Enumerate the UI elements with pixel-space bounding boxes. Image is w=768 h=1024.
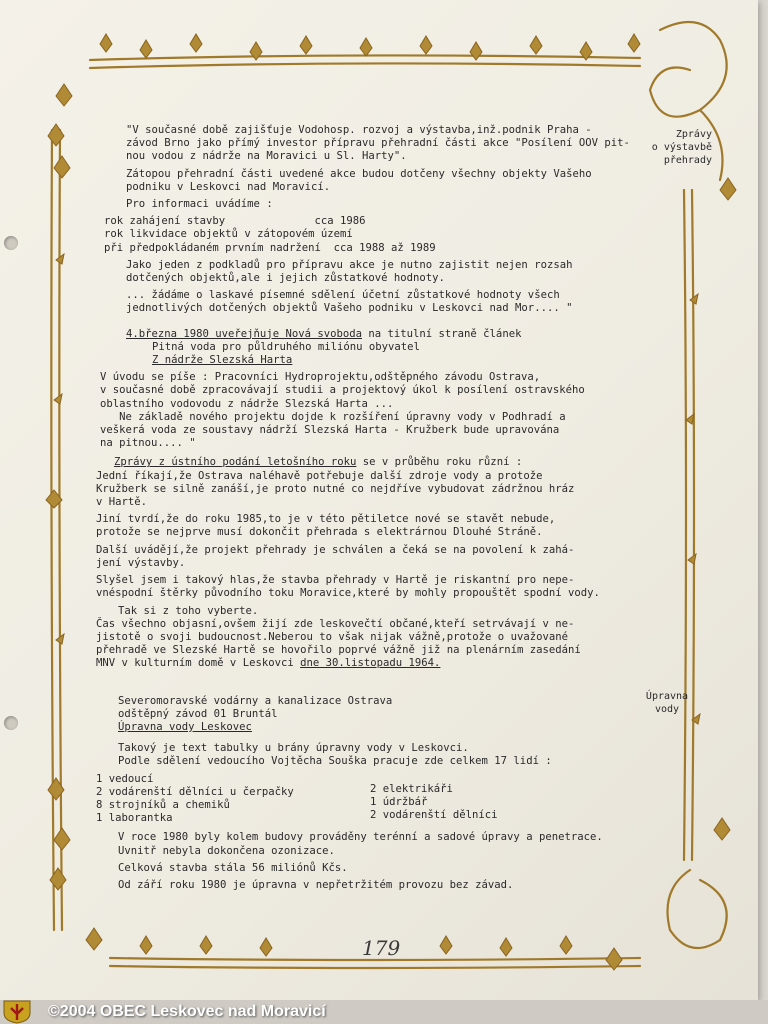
staff-list-right	[370, 773, 644, 826]
article-intro-rest: na titulní straně článek	[362, 327, 522, 340]
staff-item: 2 vodárenští dělníci u čerpačky	[96, 785, 294, 798]
article-intro	[96, 328, 644, 341]
info-paragraph: Pro informaci uvádíme :	[126, 198, 273, 211]
rumor-5: Tak si z toho vyberte.	[118, 604, 259, 617]
request-paragraph: ... žádáme o laskavé písemné sdělení účetní zůstatkové hodnoty všech jednotlivých dotčených objektů Vašeho podniku v Leskovci nad Mor.... "	[126, 289, 573, 315]
rumor-6	[96, 618, 644, 671]
date-line: rok zahájení stavby cca 1986	[104, 215, 366, 228]
margin-note-line: vody	[654, 704, 680, 715]
footer-bar	[0, 1000, 768, 1024]
date-line: při předpokládaném prvním nadržení cca 1988 až 1989	[104, 241, 436, 254]
quote-line: "V současné době zajišťuje Vodohosp. rozvoj a výstavba,inž.podnik Praha -	[126, 124, 592, 136]
margin-note-line: Úpravna	[645, 691, 689, 702]
staff-item: 1 laborantka	[96, 812, 173, 825]
margin-note-dam-news	[646, 128, 712, 167]
staff-item: 8 strojníků a chemiků	[96, 798, 230, 811]
quote-paragraph	[96, 124, 644, 164]
margin-note-line: o výstavbě	[651, 142, 712, 153]
article-title-2: Z nádrže Slezská Harta	[152, 354, 293, 367]
quote-line: nou vodou z nádrže na Moravici u Sl. Harty".	[126, 150, 407, 163]
article-title-1: Pitná voda pro půldruhého miliónu obyvatel	[152, 340, 420, 353]
margin-note-line: přehrady	[663, 155, 712, 166]
company-plant: Úpravna vody Leskovec	[118, 720, 252, 733]
page-number: 179	[362, 936, 401, 960]
rumors-heading-line	[96, 456, 644, 469]
article-date: 4.března 1980 uveřejňuje Nová svoboda	[126, 327, 362, 340]
flood-paragraph: Zátopou přehradní části uvedené akce budou dotčeny všechny objekty Vašeho podniku v Leskovci nad Moravicí.	[126, 167, 592, 193]
staff-item: 1 údržbář	[370, 795, 428, 808]
dates-list	[96, 215, 644, 255]
para-cost: Celková stavba stála 56 miliónů Kčs.	[118, 861, 348, 874]
rumor-4: Slyšel jsem i takový hlas,že stavba přehrady v Hartě je riskantní pro nepe- vnéspodní štěrky původního toku Moravice,které by mohly propouštět spodní vody.	[96, 574, 600, 600]
rumor-6-date: dne 30.listopadu 1964.	[300, 657, 441, 670]
para-1980: V roce 1980 byly kolem budovy prováděny terénní a sadové úpravy a penetrace. Uvnitř nebyla dokončena ozonizace.	[118, 831, 603, 857]
margin-note-line: Zprávy	[675, 129, 712, 140]
quote-line: závod Brno jako přímý investor přípravu přehradní části akce "Posílení OOV pit-	[126, 137, 630, 150]
article-body: V úvodu se píše : Pracovníci Hydroprojektu,odštěpného závodu Ostrava, v současné době zpracovávají studii a projektový úkol k posílení ostravského oblastního vodovodu z nádrže Slezská Harta ... Ne základě nového projektu dojde k rozšíření úpravny vody v Podhradí a veškerá voda ze soustavy nádrží Slezská Harta - Kružberk bude upravována na pitnou.... "	[100, 371, 585, 450]
copyright-text: ©2004 OBEC Leskovec nad Moravicí	[48, 1003, 326, 1020]
rumors-heading: Zprávy z ústního podání letošního roku	[114, 456, 357, 469]
rumors-heading-rest: se v průběhu roku různí :	[356, 456, 523, 469]
rumor-6-text: Čas všechno objasní,ovšem žijí zde leskovečtí občané,kteří setrvávají v ne- jistotě o svoji budoucnost.Neberou to však nijak vážně,protože o uvažované přehradě ve Slezské Hartě se hovořilo poprvé vážně již na plenárním zasedání MNV v kulturním domě v Leskovci	[96, 617, 581, 670]
company-name: Severomoravské vodárny a kanalizace Ostrava	[118, 694, 393, 707]
rumor-1: Jední říkají,že Ostrava naléhavě potřebuje další zdroje vody a protože Kružberk se silně zanáší,je proto nutné co nejdříve vybudovat zádržnou hráz v Hartě.	[96, 469, 575, 509]
village-coat-of-arms-icon	[0, 1000, 34, 1024]
staff-intro: Takový je text tabulky u brány úpravny vody v Leskovci. Podle sdělení vedoucího Vojtěcha Souška pracuje zde celkem 17 lidí :	[118, 742, 552, 768]
para-operation: Od září roku 1980 je úpravna v nepřetržitém provozu bez závad.	[118, 878, 514, 891]
typed-text	[96, 124, 644, 896]
staff-item: 2 vodárenští dělníci	[370, 808, 498, 821]
staff-item: 2 elektrikáři	[370, 782, 453, 795]
staff-item: 1 vedoucí	[96, 772, 154, 785]
rumor-2: Jiní tvrdí,že do roku 1985,to je v této pětiletce nové se stavět nebude, protože se nejprve musí dokončit přehrada s elektrárnou Dlouhé Stráně.	[96, 513, 556, 539]
staff-list-left	[96, 773, 370, 826]
basis-paragraph: Jako jeden z podkladů pro přípravu akce je nutno zajistit nejen rozsah dotčených objektů,ale i jejich zůstatkové hodnoty.	[126, 258, 573, 285]
date-line: rok likvidace objektů v zátopovém území	[104, 228, 353, 241]
rumor-3: Další uvádějí,že projekt přehrady je schválen a čeká se na povolení k zahá- jení výstavby.	[96, 543, 575, 569]
staff-list	[96, 773, 644, 826]
company-branch: odštěpný závod 01 Bruntál	[118, 707, 278, 720]
